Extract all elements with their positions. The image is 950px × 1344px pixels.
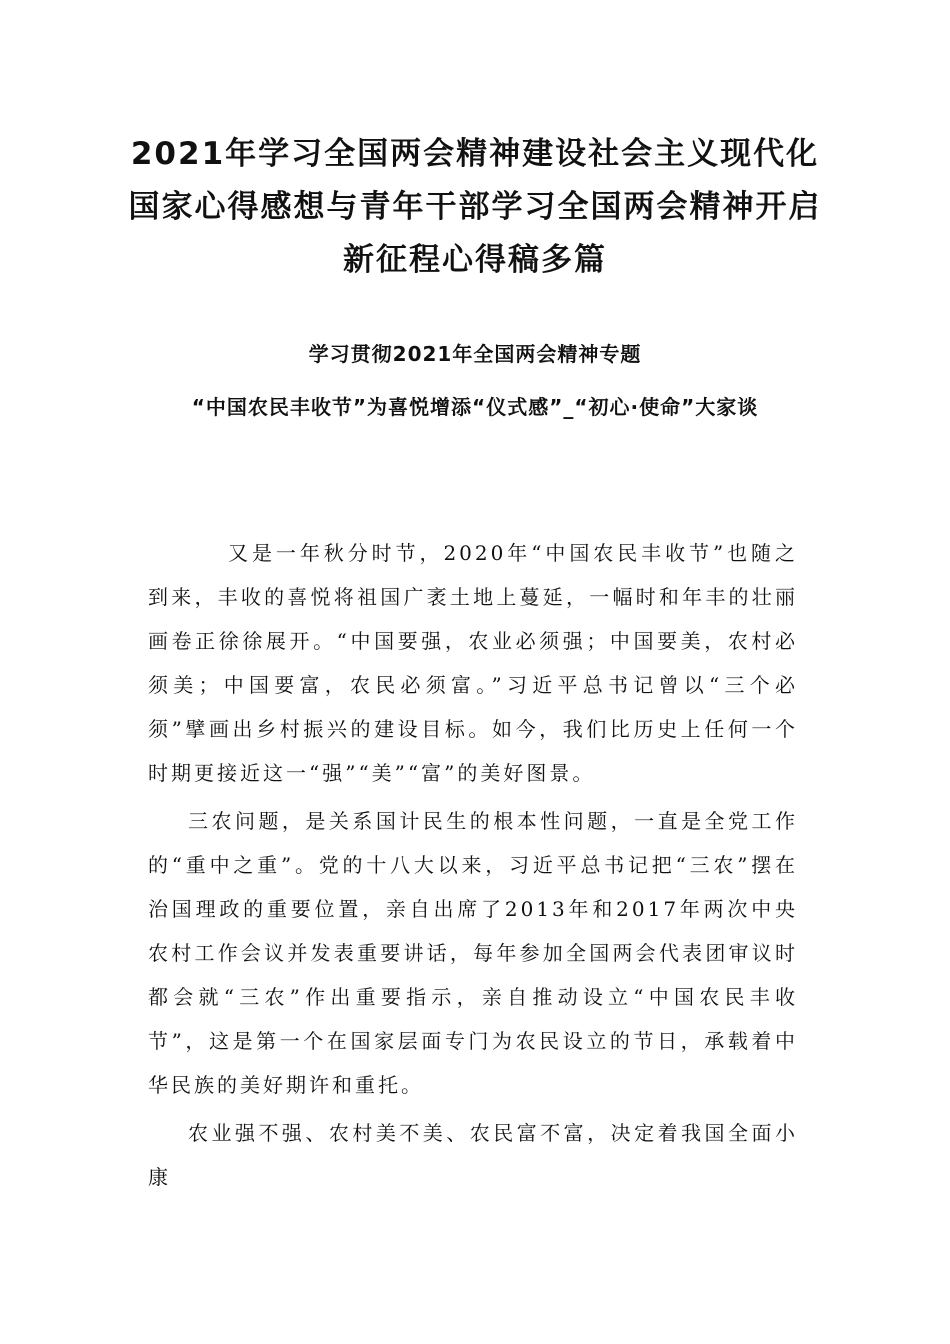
article-title: “中国农民丰收节”为喜悦增添“仪式感”_“初心·使命”大家谈	[191, 395, 759, 419]
paragraph-3: 农业强不强、农村美不美、农民富不富，决定着我国全面小康	[148, 1121, 798, 1189]
article-body	[148, 531, 798, 1203]
paragraph-2: 三农问题，是关系国计民生的根本性问题，一直是全党工作的“重中之重”。党的十八大以来，习近平总书记把“三农”摆在治国理政的重要位置，亲自出席了2013年和2017年两次中央农村工作会议并发表重要讲话，每年参加全国两会代表团审议时都会就“三农”作出重要指示，亲自推动设立“中国农民丰收节”，这是第一个在国家层面专门为农民设立的节日，承载着中华民族的美好期许和重托。	[148, 809, 798, 1097]
section-heading: 学习贯彻2021年全国两会精神专题	[308, 342, 642, 366]
paragraph-1: 又是一年秋分时节，2020年“中国农民丰收节”也随之到来，丰收的喜悦将祖国广袤土地上蔓延，一幅时和年丰的壮丽画卷正徐徐展开。“中国要强，农业必须强；中国要美，农村必须美；中国要富，农民必须富。”习近平总书记曾以“三个必须”擘画出乡村振兴的建设目标。如今，我们比历史上任何一个时期更接近这一“强”“美”“富”的美好图景。	[148, 541, 798, 785]
document-title: 2021年学习全国两会精神建设社会主义现代化国家心得感想与青年干部学习全国两会精神开启新征程心得稿多篇	[128, 136, 822, 278]
